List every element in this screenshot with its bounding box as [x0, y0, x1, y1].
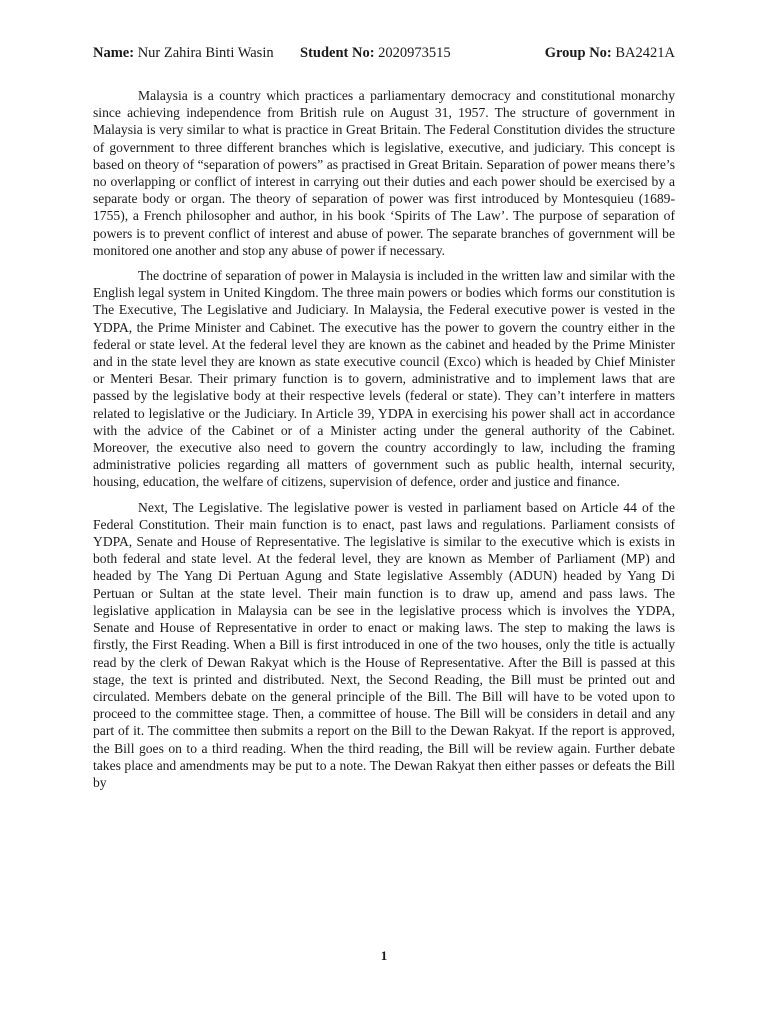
document-header [93, 42, 675, 64]
name-label: Name: [93, 45, 135, 61]
group-number-field [545, 42, 675, 64]
student-number-label: Student No: [300, 45, 375, 61]
group-number-label: Group No: [544, 45, 612, 61]
student-number-value: 2020973515 [378, 45, 451, 61]
student-number-field [300, 42, 451, 64]
paragraph-introduction: Malaysia is a country which practices a parliamentary democracy and constitutional monarchy since achieving independence from British rule on August 31, 1957. The structure of government in Malaysia is very similar to what is practice in Great Britain. The Federal Constitution divides the structure of government to three different branches which is legislative, executive, and judiciary. This concept is based on theory of “separation of powers” as practised in Great Britain. Separation of power means there’s no overlapping or conflict of interest in carrying out their duties and each power should be exercised by a separate body or organ. The theory of separation of power was first introduced by Montesquieu (1689-1755), a French philosopher and author, in his book ‘Spirits of The Law’. The purpose of separation of powers is to prevent conflict of interest and abuse of power. The separate branches of government will be monitored one another and stop any abuse of power if necessary. [93, 88, 675, 258]
page-number: 1 [380, 948, 388, 963]
document-body [93, 87, 675, 799]
group-number-value: BA2421A [615, 45, 675, 61]
paragraph-legislative: Next, The Legislative. The legislative power is vested in parliament based on Article 44 of the Federal Constitution. Their main function is to enact, past laws and regulations. Parliament consists of YDPA, Senate and House of Representative. The legislative is similar to the executive which is exists in both federal and state level. At the federal level, they are known as Member of Parliament (MP) and headed by The Yang Di Pertuan Agung and State legislative Assembly (ADUN) headed by Yang Di Pertuan or Sultan at the state level. Their main function is to draw up, amend and pass laws. The legislative application in Malaysia can be see in the legislative process which is involves the YDPA, Senate and House of Representative in order to enact or making laws. The step to making the laws is firstly, the First Reading. When a Bill is first introduced in one of the two houses, only the title is actually read by the clerk of Dewan Rakyat which is the House of Representative. After the Bill is passed at this stage, the text is printed and distributed. Next, the Second Reading, the Bill must be printed out and circulated. Members debate on the general principle of the Bill. The Bill will have to be voted upon to proceed to the committee stage. Then, a committee of house. The Bill will be considers in detail and any part of it. The committee then submits a report on the Bill to the Dewan Rakyat. If the report is approved, the Bill goes on to a third reading. When the third reading, the Bill will be review again. Further debate takes place and amendments may be put to a note. The Dewan Rakyat then either passes or defeats the Bill by [93, 499, 675, 790]
name-value: Nur Zahira Binti Wasin [137, 45, 274, 61]
paragraph-executive: The doctrine of separation of power in Malaysia is included in the written law and similar with the English legal system in United Kingdom. The three main powers or bodies which forms our constitution is The Executive, The Legislative and Judiciary. In Malaysia, the Federal executive power is vested in the YDPA, the Prime Minister and Cabinet. The executive has the power to govern the country either in the federal or state level. At the federal level they are known as the cabinet and headed by the Prime Minister and in the state level they are known as state executive council (Exco) which is headed by Chief Minister or Menteri Besar. Their primary function is to govern, administrative and to implement laws that are passed by the legislative body at their respective levels (federal or state). They can’t interfere in matters related to legislative or the Judiciary. In Article 39, YDPA in exercising his power shall act in accordance with the advice of the Cabinet or of a Minister acting under the general authority of the Cabinet. Moreover, the executive also need to govern the country accordingly to law, including the framing administrative policies regarding all matters of government such as public health, internal security, housing, education, the welfare of citizens, supervision of defence, order and justice and finance. [93, 268, 675, 490]
name-field [93, 42, 274, 64]
